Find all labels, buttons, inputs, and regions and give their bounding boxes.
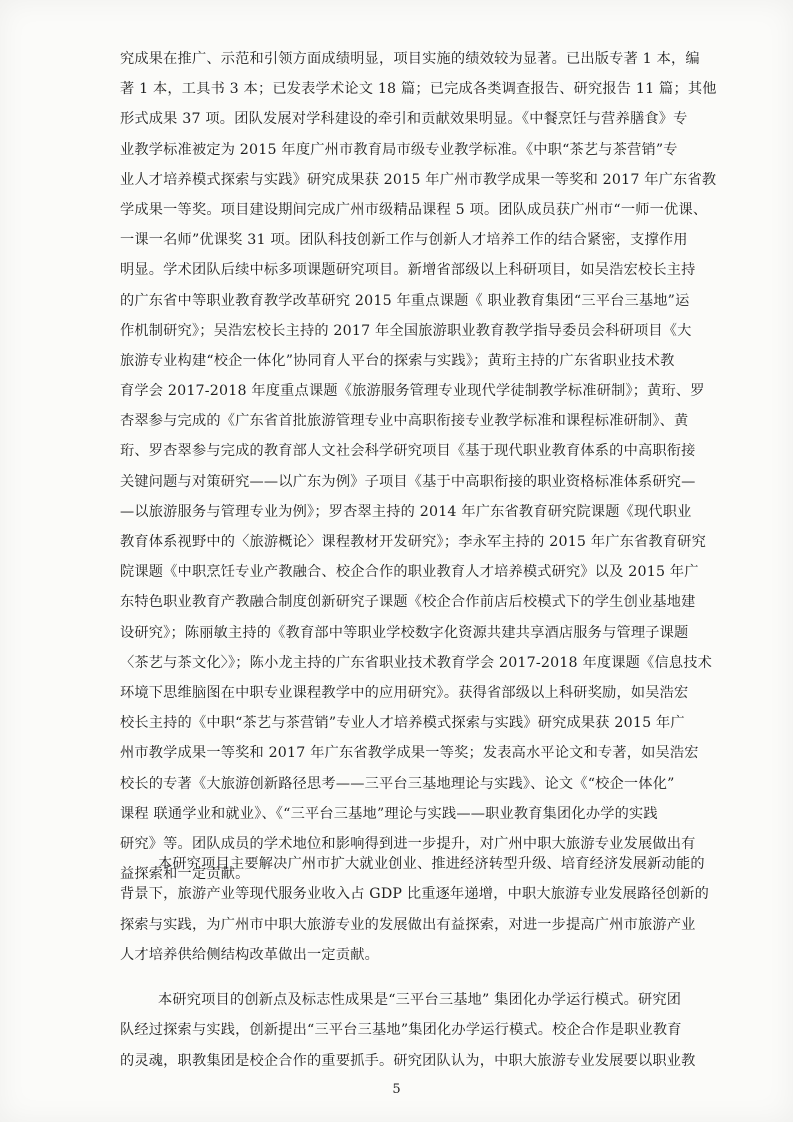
- text-line: 人才培养供给侧结构改革做出一定贡献。: [120, 947, 379, 964]
- text-line: 旅游专业构建“校企一体化”协同育人平台的探索与实践》；黄珩主持的广东省职业技术教: [120, 352, 675, 369]
- text-line: 业教学标准被定为 2015 年度广州市教育局市级专业教学标准。《中职“茶艺与茶营销”专: [120, 141, 678, 158]
- text-line: 关键问题与对策研究——以广东为例》子项目《基于中高职衔接的职业资格标准体系研究—: [120, 473, 696, 490]
- text-line: 设研究》；陈丽敏主持的《教育部中等职业学校数字化资源共建共享酒店服务与管理子课题: [120, 624, 689, 641]
- text-line: 背景下，旅游产业等现代服务业收入占 GDP 比重逐年递增，中职大旅游专业发展路径创新的: [120, 886, 710, 903]
- text-line: 学成果一等奖。项目建设期间完成广州市级精品课程 5 项。团队成员获广州市“一师一优课、: [120, 201, 708, 218]
- text-line: 究成果在推广、示范和引领方面成绩明显，项目实施的绩效较为显著。已出版专著 1 本，编: [120, 51, 700, 67]
- paragraph-innovation-points: [120, 985, 696, 1076]
- text-line: 东特色职业教育产教融合制度创新研究子课题《校企合作前店后校模式下的学生创业基地建: [120, 594, 696, 611]
- paragraph-problem-statement: [120, 849, 710, 971]
- text-line: 的广东省中等职业教育教学改革研究 2015 年重点课题《 职业教育集团“三平台三基地”运: [120, 292, 690, 309]
- text-line: 教育体系视野中的〈旅游概论〉课程教材开发研究》；李永军主持的 2015 年广东省教育研究: [120, 534, 706, 550]
- text-line: 业人才培养模式探索与实践》研究成果获 2015 年广州市教学成果一等奖和 2017 年广东省教: [120, 171, 717, 188]
- text-line: 的灵魂，职教集团是校企合作的重要抓手。研究团队认为，中职大旅游专业发展要以职业教: [120, 1052, 696, 1069]
- text-line: 校长主持的《中职“茶艺与茶营销”专业人才培养模式探索与实践》研究成果获 2015 年广: [120, 715, 685, 732]
- text-line: —以旅游服务与管理专业为例》；罗杏翠主持的 2014 年广东省教育研究院课题《现代职业: [120, 503, 692, 520]
- text-line: 益探索和一定贡献。: [120, 866, 250, 883]
- text-line: 研究》等。团队成员的学术地位和影响得到进一步提升，对广州中职大旅游专业发展做出有: [120, 835, 696, 852]
- text-line: 院课题《中职烹饪专业产教融合、校企合作的职业教育人才培养模式研究》以及 2015 年广: [120, 564, 699, 581]
- text-line: 珩、罗杏翠参与完成的教育部人文社会科学研究项目《基于现代职业教育体系的中高职衔接: [120, 443, 696, 460]
- text-line: 一课一名师”优课奖 31 项。团队科技创新工作与创新人才培养工作的结合紧密，支撑作用: [120, 232, 688, 249]
- paragraph-research-achievements: [120, 44, 717, 889]
- text-line: 形式成果 37 项。团队发展对学科建设的牵引和贡献效果明显。《中餐烹饪与营养膳食》专: [120, 111, 688, 128]
- text-line: 明显。学术团队后续中标多项课题研究项目。新增省部级以上科研项目，如吴浩宏校长主持: [120, 262, 696, 279]
- text-line: 杏翠参与完成的《广东省首批旅游管理专业中高职衔接专业教学标准和课程标准研制》、黄: [120, 413, 689, 430]
- text-line: 著 1 本，工具书 3 本；已发表学术论文 18 篇；已完成各类调查报告、研究报告 11 篇；其他: [120, 81, 717, 98]
- text-line: 队经过探索与实践，创新提出“三平台三基地”集团化办学运行模式。校企合作是职业教育: [120, 1022, 682, 1039]
- text-line: 探索与实践，为广州市中职大旅游专业的发展做出有益探索，对进一步提高广州市旅游产业: [120, 916, 696, 933]
- text-line: 育学会 2017-2018 年度重点课题《旅游服务管理专业现代学徒制教学标准研制》；黄珩、罗: [120, 383, 705, 400]
- text-line: 环境下思维脑图在中职专业课程教学中的应用研究》。获得省部级以上科研奖励，如吴浩宏: [120, 684, 689, 701]
- text-line: 课程 联通学业和就业》、《“三平台三基地”理论与实践——职业教育集团化办学的实践: [120, 805, 658, 822]
- page-number: 5: [392, 1082, 401, 1097]
- text-line: 本研究项目主要解决广州市扩大就业创业、推进经济转型升级、培育经济发展新动能的: [158, 856, 705, 872]
- text-line: 州市教学成果一等奖和 2017 年广东省教学成果一等奖；发表高水平论文和专著，如吴浩宏: [120, 745, 699, 762]
- text-line: 〈茶艺与茶文化〉》；陈小龙主持的广东省职业技术教育学会 2017-2018 年度课题《信息技术: [120, 654, 712, 671]
- text-line: 本研究项目的创新点及标志性成果是“三平台三基地” 集团化办学运行模式。研究团: [158, 992, 682, 1008]
- text-line: 作机制研究》；吴浩宏校长主持的 2017 年全国旅游职业教育教学指导委员会科研项目《大: [120, 322, 692, 339]
- text-line: 校长的专著《大旅游创新路径思考——三平台三基地理论与实践》、论文《“校企一体化”: [120, 775, 675, 792]
